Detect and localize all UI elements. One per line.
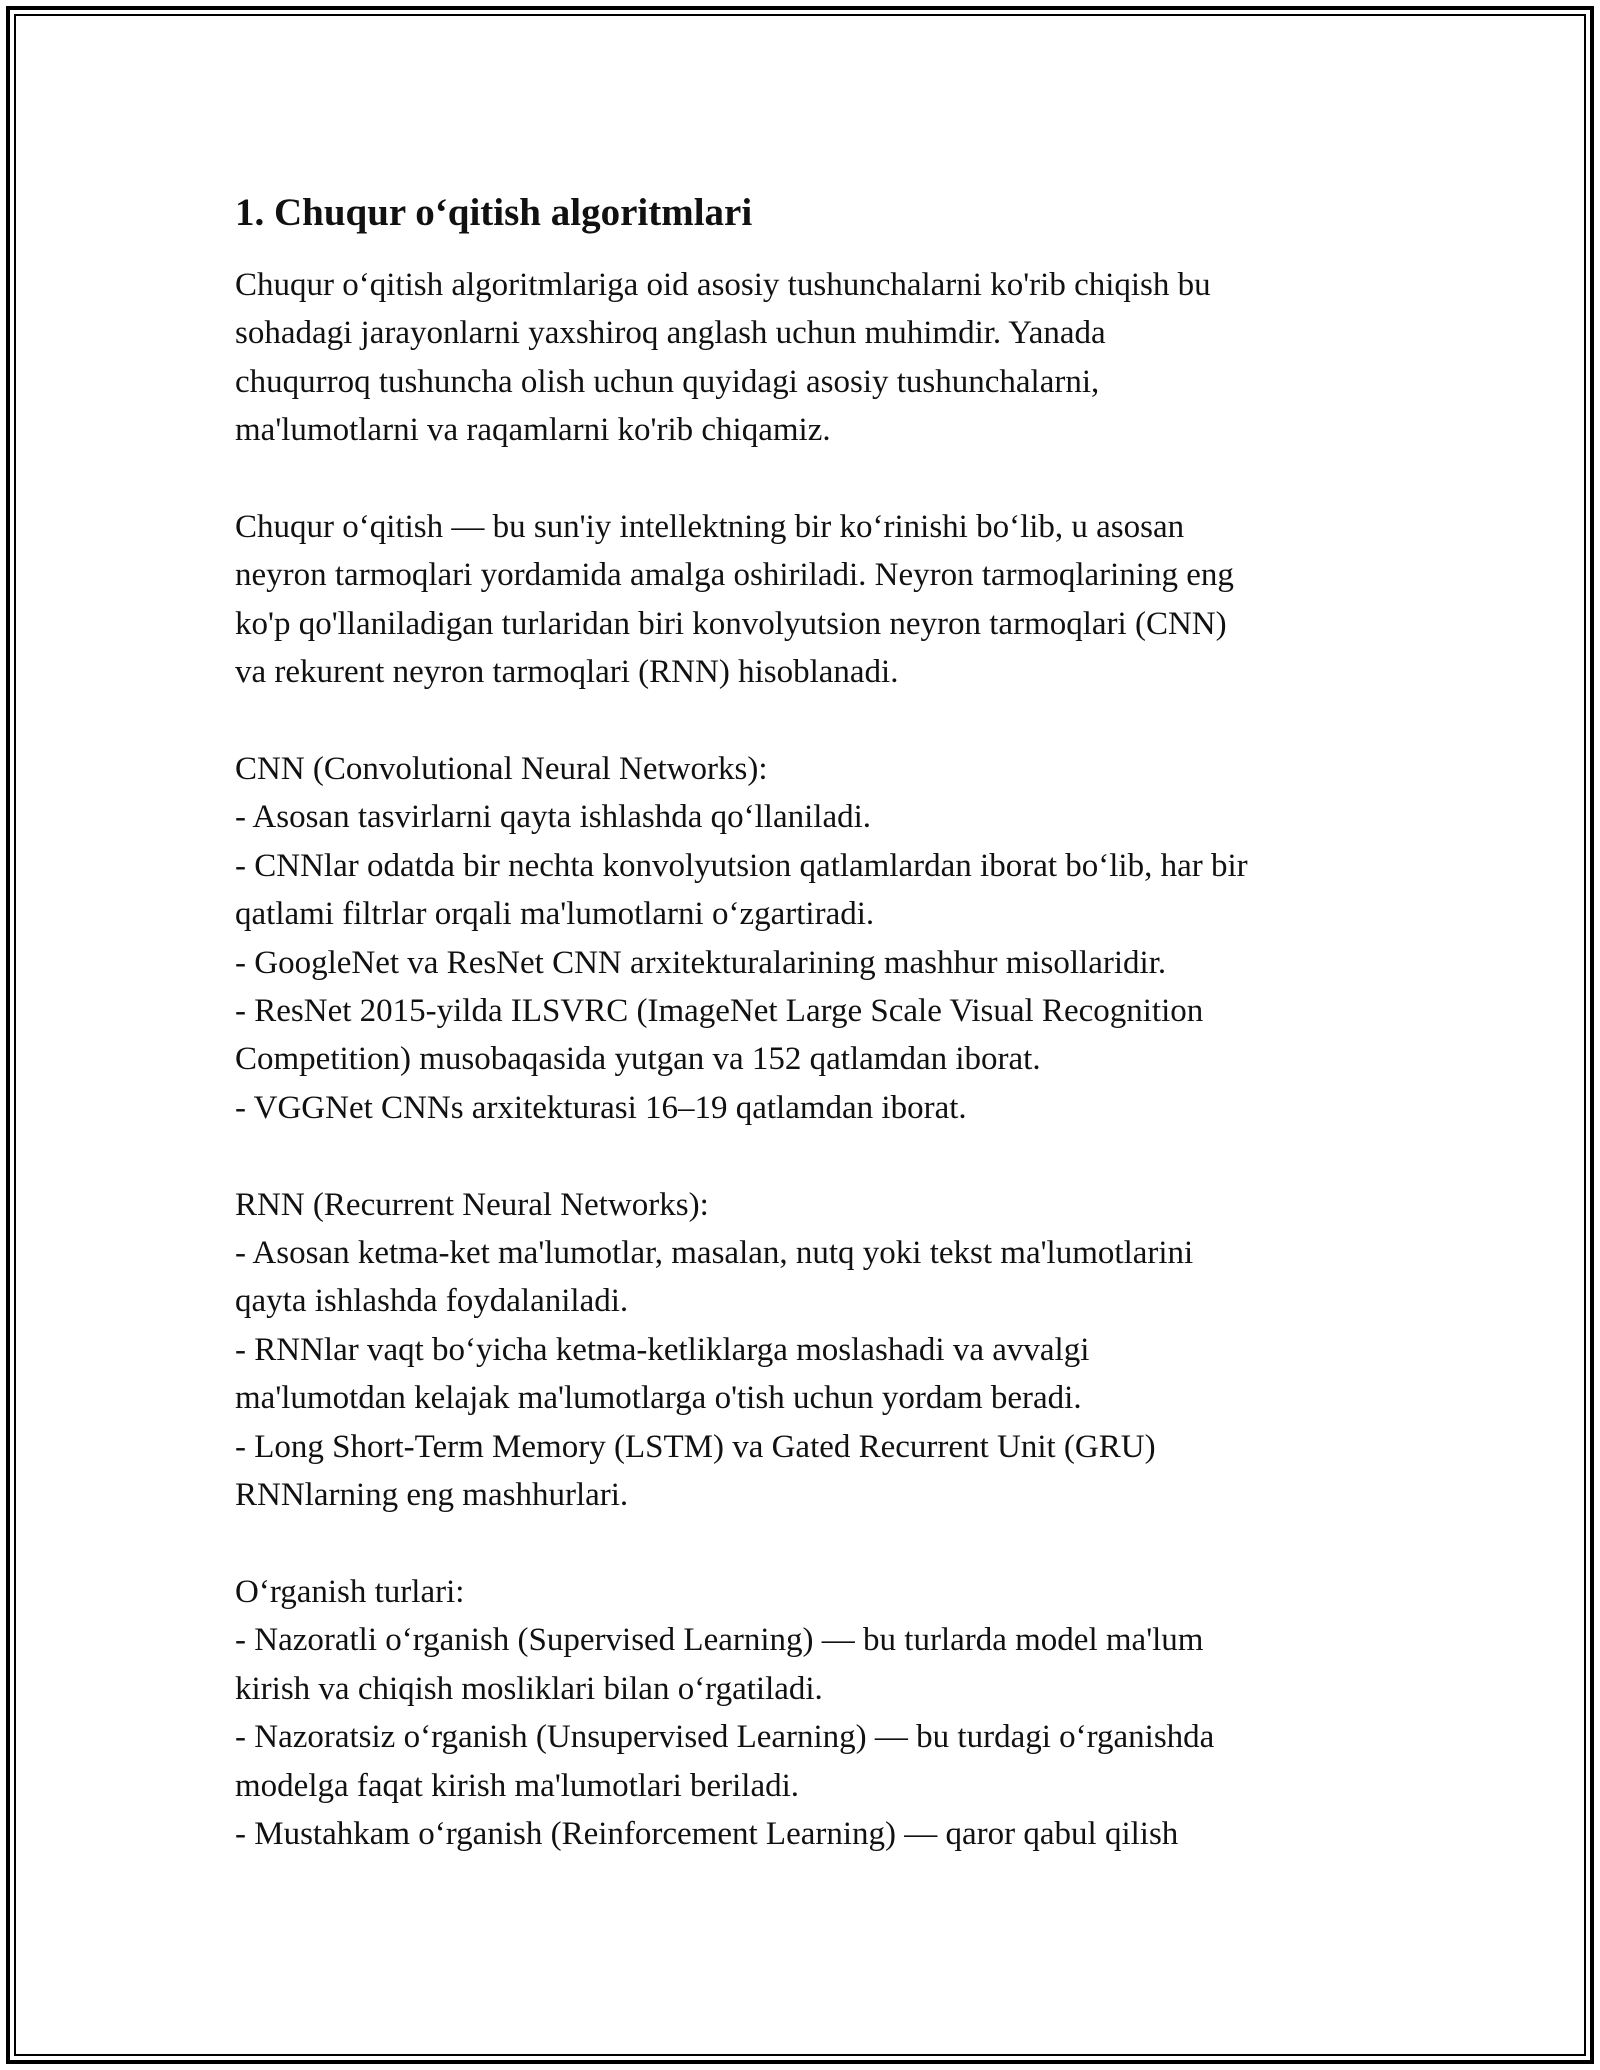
list-item: - VGGNet CNNs arxitekturasi 16–19 qatlamdan iborat. — [235, 1089, 967, 1126]
learning-title: O‘rganish turlari: — [235, 1573, 465, 1610]
rnn-title: RNN (Recurrent Neural Networks): — [235, 1186, 709, 1223]
section-heading: 1. Chuqur o‘qitish algoritmlari — [235, 191, 753, 234]
paragraph-spacer — [235, 1132, 1385, 1180]
cnn-title: CNN (Convolutional Neural Networks): — [235, 751, 768, 788]
learning-section — [235, 1568, 1385, 1858]
list-item: - GoogleNet va ResNet CNN arxitekturalarining mashhur misollaridir. — [235, 944, 1167, 981]
list-item: - Long Short-Term Memory (LSTM) va Gated Recurrent Unit (GRU) RNNlarning eng mashhurlari. — [235, 1428, 1156, 1514]
list-item: - RNNlar vaqt bo‘yicha ketma-ketliklarga moslashadi va avvalgi ma'lumotdan kelajak ma'lumotlarga o'tish uchun yordam beradi. — [235, 1331, 1090, 1417]
document-body — [235, 185, 1385, 1858]
cnn-section — [235, 745, 1385, 1132]
list-item: - ResNet 2015-yilda ILSVRC (ImageNet Large Scale Visual Recognition Competition) musobaqasida yutgan va 152 qatlamdan iborat. — [235, 993, 1204, 1078]
intro-paragraph: Chuqur o‘qitish algoritmlariga oid asosiy tushunchalarni ko'rib chiqish bu sohadagi jarayonlarni yaxshiroq anglash uchun muhimdir. Yanada chuqurroq tushuncha olish uchun quyidagi asosiy tushunchalarni, ma'lumotlarni va raqamlarni ko'rib chiqamiz. — [235, 267, 1211, 449]
definition-paragraph: Chuqur o‘qitish — bu sun'iy intellektning bir ko‘rinishi bo‘lib, u asosan neyron tarmoqlari yordamida amalga oshiriladi. Neyron tarmoqlarining eng ko'p qo'llaniladigan turlaridan biri konvolyutsion neyron tarmoqlari (CNN) va rekurent neyron tarmoqlari (RNN) hisoblanadi. — [235, 509, 1234, 691]
list-item: - Nazoratsiz o‘rganish (Unsupervised Learning) — bu turdagi o‘rganishda modelga faqat kirish ma'lumotlari beriladi. — [235, 1719, 1215, 1804]
list-item: - Asosan tasvirlarni qayta ishlashda qo‘llaniladi. — [235, 799, 872, 836]
paragraph-spacer — [235, 455, 1385, 503]
paragraph-spacer — [235, 1520, 1385, 1568]
list-item: - Asosan ketma-ket ma'lumotlar, masalan, nutq yoki tekst ma'lumotlarini qayta ishlashda foydalaniladi. — [235, 1235, 1194, 1320]
rnn-section — [235, 1181, 1385, 1520]
paragraph-spacer — [235, 697, 1385, 745]
list-item: - CNNlar odatda bir nechta konvolyutsion qatlamlardan iborat bo‘lib, har bir qatlami filtrlar orqali ma'lumotlarni o‘zgartiradi. — [235, 847, 1248, 933]
list-item: - Mustahkam o‘rganish (Reinforcement Learning) — qaror qabul qilish — [235, 1815, 1179, 1852]
list-item: - Nazoratli o‘rganish (Supervised Learning) — bu turlarda model ma'lum kirish va chiqish mosliklari bilan o‘rgatiladi. — [235, 1622, 1204, 1707]
